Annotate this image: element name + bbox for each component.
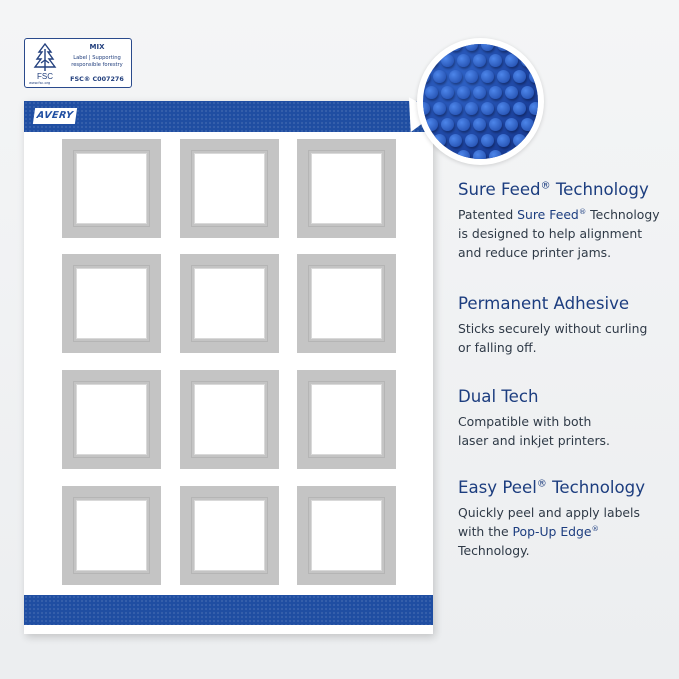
texture-dot [497, 134, 510, 147]
label-print-area [76, 384, 147, 455]
texture-dot [529, 70, 538, 83]
feature-easy-peel [458, 478, 673, 560]
texture-dot [505, 86, 518, 99]
texture-dot [449, 102, 462, 115]
feature-title-suffix: Technology [546, 478, 646, 497]
texture-dot [423, 70, 430, 83]
texture-dot [489, 54, 502, 67]
texture-dot [521, 86, 534, 99]
label-square [180, 254, 279, 353]
registered-mark: ® [591, 523, 599, 533]
label-square [297, 486, 396, 585]
label-print-area [311, 500, 382, 571]
label-print-area [76, 268, 147, 339]
texture-dot [425, 86, 438, 99]
label-print-area [194, 268, 265, 339]
texture-dot [473, 150, 486, 159]
texture-dot [433, 102, 446, 115]
label-print-area [76, 153, 147, 224]
texture-dot [489, 86, 502, 99]
texture-dot [521, 54, 534, 67]
feature-title: Dual Tech [458, 387, 539, 406]
texture-dot [521, 118, 534, 131]
magnifier-bubble [417, 38, 544, 165]
texture-dot [473, 118, 486, 131]
body-text: Sticks securely without curling [458, 321, 648, 336]
texture-dot [489, 150, 502, 159]
texture-dot [521, 150, 534, 159]
avery-logo: AVERY [33, 108, 77, 124]
feature-sure-feed [458, 180, 673, 262]
label-square [297, 139, 396, 238]
texture-dot [497, 44, 510, 51]
body-text: Quickly peel and apply labels [458, 505, 640, 520]
texture-dot [537, 86, 538, 99]
label-print-area [194, 500, 265, 571]
texture-dot [513, 102, 526, 115]
texture-dot [513, 70, 526, 83]
sheet-top-band [24, 101, 433, 132]
feature-body [458, 412, 673, 450]
label-square [62, 254, 161, 353]
texture-dot [441, 150, 454, 159]
texture-dot [425, 54, 438, 67]
label-square [180, 370, 279, 469]
texture-dot [473, 54, 486, 67]
fsc-logo-text: FSC [37, 72, 53, 81]
fsc-mix: MIX [89, 43, 105, 51]
texture-dot [481, 102, 494, 115]
texture-dot [441, 54, 454, 67]
texture-dot [441, 86, 454, 99]
texture-dot [481, 44, 494, 51]
body-text: is designed to help alignment [458, 226, 643, 241]
label-square [62, 486, 161, 585]
fsc-badge [24, 38, 132, 88]
body-text: with the [458, 524, 513, 539]
texture-dot [465, 102, 478, 115]
body-text: Compatible with both [458, 414, 592, 429]
fsc-url: www.fsc.org [29, 81, 51, 85]
texture-dot [433, 134, 446, 147]
texture-dot [425, 118, 438, 131]
body-text: or falling off. [458, 340, 537, 355]
label-print-area [311, 268, 382, 339]
fsc-line-2: responsible forestry [71, 62, 123, 68]
texture-dot [425, 150, 438, 159]
feature-body [458, 205, 673, 262]
label-print-area [194, 384, 265, 455]
texture-dot [423, 102, 430, 115]
registered-mark: ® [540, 180, 551, 192]
body-emphasis: Sure Feed [517, 207, 579, 222]
fsc-tree-icon [29, 41, 61, 85]
label-square [297, 254, 396, 353]
body-text: Technology. [458, 543, 530, 558]
label-sheet [24, 101, 433, 634]
sheet-bottom-band [24, 595, 433, 625]
feature-title [458, 478, 673, 498]
texture-dot [529, 102, 538, 115]
texture-dot [433, 70, 446, 83]
registered-mark: ® [536, 478, 547, 490]
texture-dot [457, 150, 470, 159]
feature-title-text: Sure Feed [458, 180, 541, 199]
texture-dot [457, 54, 470, 67]
feature-body [458, 503, 673, 560]
texture-dot [457, 86, 470, 99]
texture-dot [465, 70, 478, 83]
texture-dot [449, 134, 462, 147]
texture-dot [449, 44, 462, 51]
feature-title-suffix: Technology [550, 180, 649, 199]
texture-dot [505, 54, 518, 67]
label-square [62, 139, 161, 238]
feature-title [458, 180, 673, 200]
texture-dot [529, 134, 538, 147]
label-square [180, 139, 279, 238]
label-print-area [76, 500, 147, 571]
texture-dot [465, 44, 478, 51]
body-emphasis: Pop-Up Edge [512, 524, 592, 539]
texture-dot [497, 70, 510, 83]
label-square [297, 370, 396, 469]
feature-title-text: Easy Peel [458, 478, 537, 497]
texture-dot [441, 118, 454, 131]
body-text: Patented [458, 207, 518, 222]
body-text: Technology [586, 207, 660, 222]
sure-feed-texture [423, 44, 538, 159]
texture-dot [497, 102, 510, 115]
texture-dot [481, 70, 494, 83]
feature-body [458, 319, 673, 357]
label-print-area [194, 153, 265, 224]
feature-title: Permanent Adhesive [458, 294, 630, 313]
label-square [180, 486, 279, 585]
fsc-code: FSC® C007276 [70, 75, 124, 83]
texture-dot [505, 150, 518, 159]
body-text: laser and inkjet printers. [458, 433, 610, 448]
texture-dot [505, 118, 518, 131]
texture-dot [465, 134, 478, 147]
registered-mark: ® [578, 206, 587, 216]
feature-dual-tech [458, 387, 673, 450]
label-print-area [311, 153, 382, 224]
texture-dot [489, 118, 502, 131]
texture-dot [513, 134, 526, 147]
texture-dot [473, 86, 486, 99]
fsc-line-1: Label | Supporting [73, 55, 121, 61]
texture-dot [457, 118, 470, 131]
feature-permanent-adhesive [458, 294, 673, 357]
texture-dot [449, 70, 462, 83]
body-text: and reduce printer jams. [458, 245, 612, 260]
texture-dot [481, 134, 494, 147]
label-square [62, 370, 161, 469]
label-print-area [311, 384, 382, 455]
